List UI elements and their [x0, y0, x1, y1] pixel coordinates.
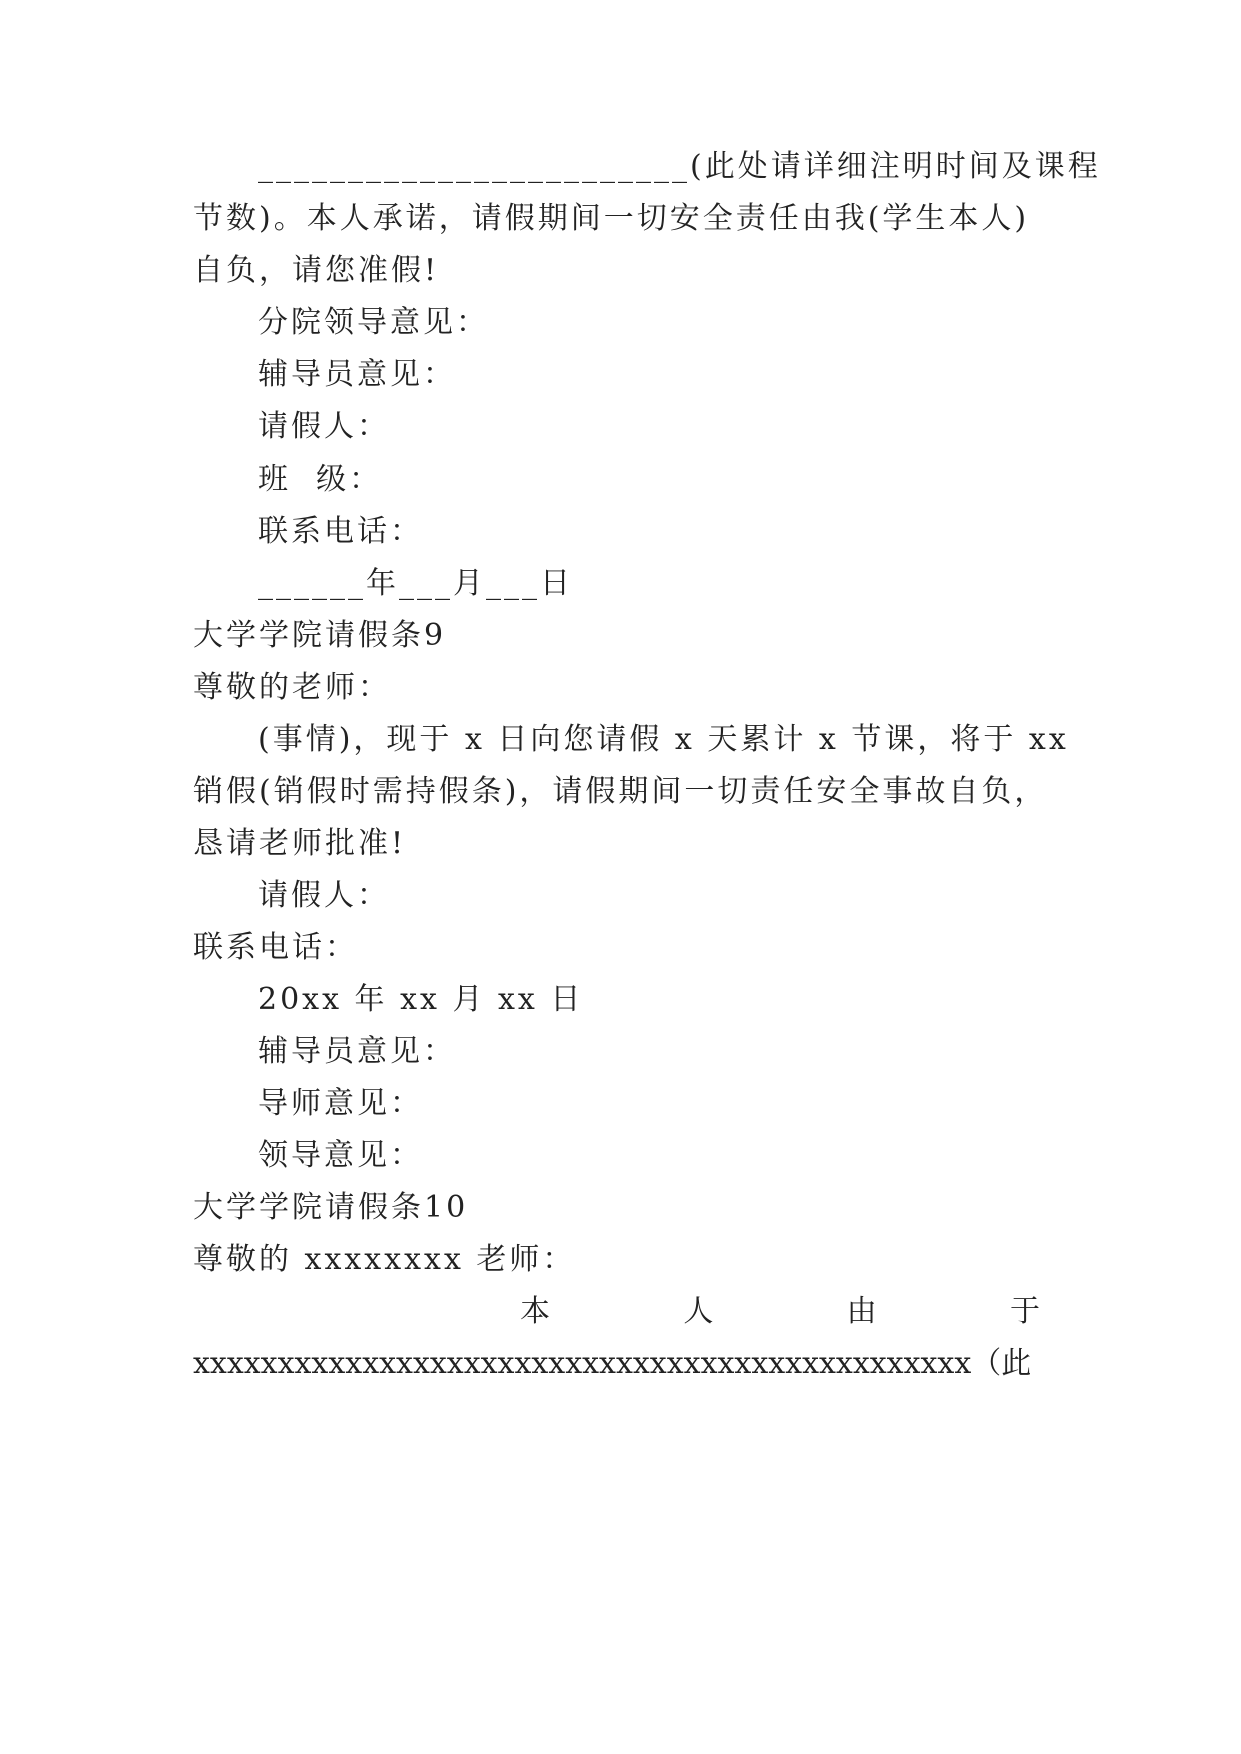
justified-char: 于: [1009, 1294, 1040, 1329]
justified-char: 由: [846, 1294, 877, 1329]
applicant-label: 请假人：: [258, 409, 390, 444]
date-blank: ______年___月___日: [258, 566, 573, 601]
justified-line: [520, 1292, 1040, 1332]
paragraph-line: 销假(销假时需持假条)，请假期间一切责任安全事故自负，: [193, 774, 1048, 809]
paragraph-line: xxxxxxxxxxxxxxxxxxxxxxxxxxxxxxxxxxxxxxxxxxxxxx（此: [193, 1346, 1032, 1381]
section-title: 大学学院请假条10: [193, 1190, 469, 1225]
justified-char: 人: [683, 1294, 714, 1329]
class-label: 班 级：: [258, 462, 383, 497]
section-title: 大学学院请假条9: [193, 618, 447, 653]
counselor-opinion-label: 辅导员意见：: [258, 357, 456, 392]
phone-label: 联系电话：: [193, 930, 358, 965]
salutation: 尊敬的老师：: [193, 670, 391, 705]
paragraph-line: 节数)。本人承诺，请假期间一切安全责任由我(学生本人): [193, 201, 1030, 236]
paragraph-line: 自负，请您准假!: [193, 253, 440, 288]
tutor-opinion-label: 导师意见：: [258, 1086, 423, 1121]
leader-opinion-label: 领导意见：: [258, 1138, 423, 1173]
applicant-label: 请假人：: [258, 878, 390, 913]
salutation: 尊敬的 xxxxxxxx 老师：: [193, 1242, 576, 1277]
date-line: 20xx 年 xx 月 xx 日: [258, 982, 584, 1017]
paragraph-line: 恳请老师批准!: [193, 826, 407, 861]
paragraph-line: ________________________(此处请详细注明时间及课程: [258, 149, 1101, 184]
phone-label: 联系电话：: [258, 514, 423, 549]
counselor-opinion-label: 辅导员意见：: [258, 1034, 456, 1069]
justified-char: 本: [520, 1294, 550, 1329]
branch-leader-opinion-label: 分院领导意见：: [258, 305, 489, 340]
paragraph-line: (事情)，现于 x 日向您请假 x 天累计 x 节课，将于 xx: [258, 722, 1069, 757]
